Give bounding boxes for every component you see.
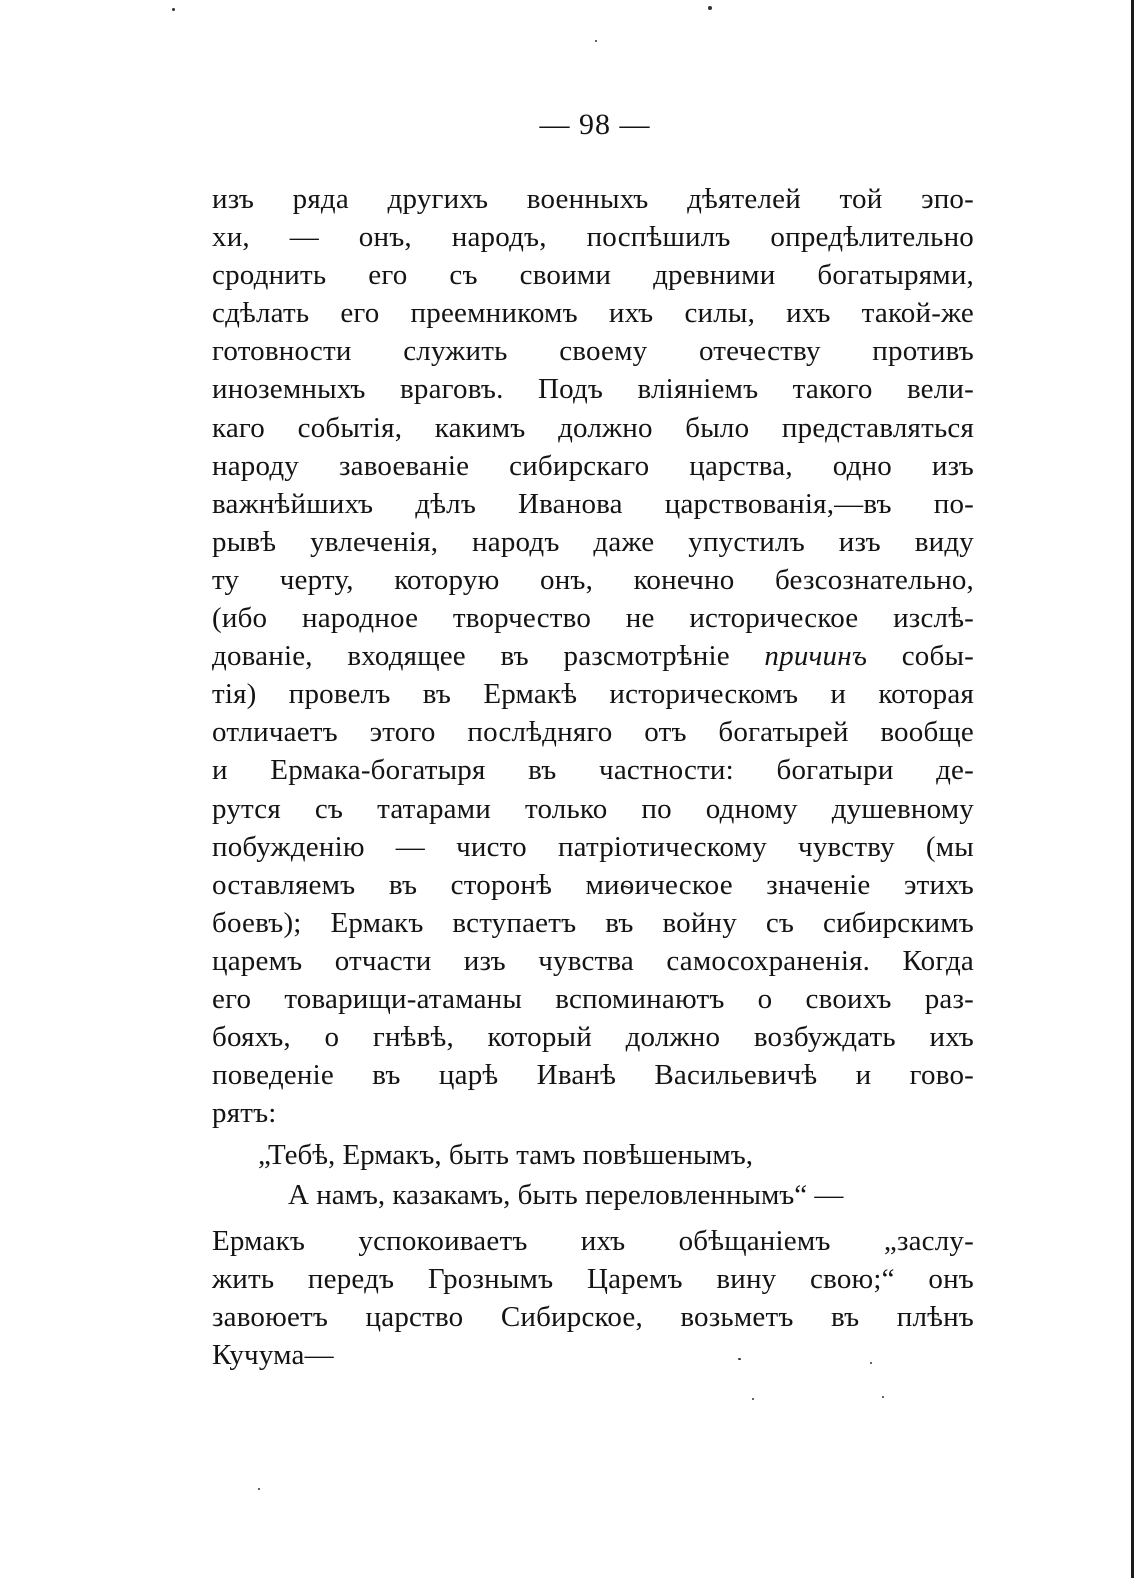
scan-speck <box>752 1398 754 1400</box>
text-line: ту черту, которую онъ, конечно безсознательно, <box>212 563 974 596</box>
text-line: важнѣйшихъ дѣлъ Иванова царствованія,—въ по- <box>212 487 974 520</box>
page-number: — 98 — <box>539 108 651 141</box>
text-segment: собы- <box>867 640 975 673</box>
text-segment: дованіе, входящее въ разсмотрѣніе <box>212 640 765 673</box>
text-line: царемъ отчасти изъ чувства самосохраненія. Когда <box>212 944 974 977</box>
continuation-paragraph <box>212 1222 974 1374</box>
text-line: изъ ряда другихъ военныхъ дѣятелей той эпо- <box>212 183 974 215</box>
text-line: народу завоеваніе сибирскаго царства, одно изъ <box>212 449 974 482</box>
main-paragraph <box>212 180 974 1132</box>
text-line: рывѣ увлеченія, народъ даже упустилъ изъ виду <box>212 525 974 558</box>
text-line: отличаетъ этого послѣдняго отъ богатырей вообще <box>212 716 974 749</box>
scan-speck <box>708 6 712 10</box>
text-line: бояхъ, о гнѣвѣ, который должно возбуждать ихъ <box>212 1021 974 1054</box>
italic-word: причинъ <box>764 640 868 673</box>
text-line: иноземныхъ враговъ. Подъ вліяніемъ такого вели- <box>212 373 974 406</box>
text-line: сдѣлать его преемникомъ ихъ силы, ихъ такой-же <box>212 297 974 330</box>
text-line: и Ермака-богатыря въ частности: богатыри де- <box>212 754 974 787</box>
text-line: Ермакъ успокоиваетъ ихъ обѣщаніемъ „заслу- <box>212 1225 974 1257</box>
verse-text: А намъ, казакамъ, быть переловленнымъ“ — <box>288 1179 844 1211</box>
text-line: поведеніе въ царѣ Иванѣ Васильевичѣ и гово- <box>212 1059 974 1092</box>
text-line: сроднить его съ своими древними богатырями, <box>212 259 974 292</box>
text-line: завоюетъ царство Сибирское, возьметъ въ плѣнъ <box>212 1301 974 1334</box>
text-line: жить передъ Грознымъ Царемъ вину свою;“ онъ <box>212 1263 974 1296</box>
text-line-with-italic <box>212 637 974 675</box>
scan-speck <box>172 8 175 11</box>
text-line: оставляемъ въ сторонѣ миѳическое значеніе этихъ <box>212 868 974 901</box>
text-line: хи, — онъ, народъ, поспѣшилъ опредѣлительно <box>212 221 974 254</box>
scan-speck <box>882 1396 884 1398</box>
text-line: рутся съ татарами только по одному душевному <box>212 792 974 825</box>
text-line: его товарищи-атаманы вспоминаютъ о своихъ раз- <box>212 982 974 1015</box>
text-line: боевъ); Ермакъ вступаетъ въ войну съ сибирскимъ <box>212 906 974 939</box>
text-line: готовности служить своему отечеству противъ <box>212 335 974 368</box>
scan-speck <box>258 1488 260 1490</box>
text-line: Кучума— <box>212 1339 334 1372</box>
text-line: тія) провелъ въ Ермакѣ историческомъ и которая <box>212 678 974 711</box>
verse-line-2 <box>288 1176 1088 1214</box>
verse-text: „Тебѣ, Ермакъ, быть тамъ повѣшенымъ, <box>258 1139 753 1171</box>
page-edge-shadow <box>1131 0 1134 1578</box>
scan-speck <box>738 1358 741 1360</box>
text-line: каго событія, какимъ должно было представляться <box>212 411 974 444</box>
text-line: побужденію — чисто патріотическому чувству (мы <box>212 830 974 863</box>
scan-speck <box>870 1362 872 1364</box>
scan-speck <box>595 40 597 42</box>
text-line: (ибо народное творчество не историческое изслѣ- <box>212 602 974 635</box>
text-line: рятъ: <box>212 1097 277 1130</box>
verse-line-1 <box>258 1136 1058 1174</box>
